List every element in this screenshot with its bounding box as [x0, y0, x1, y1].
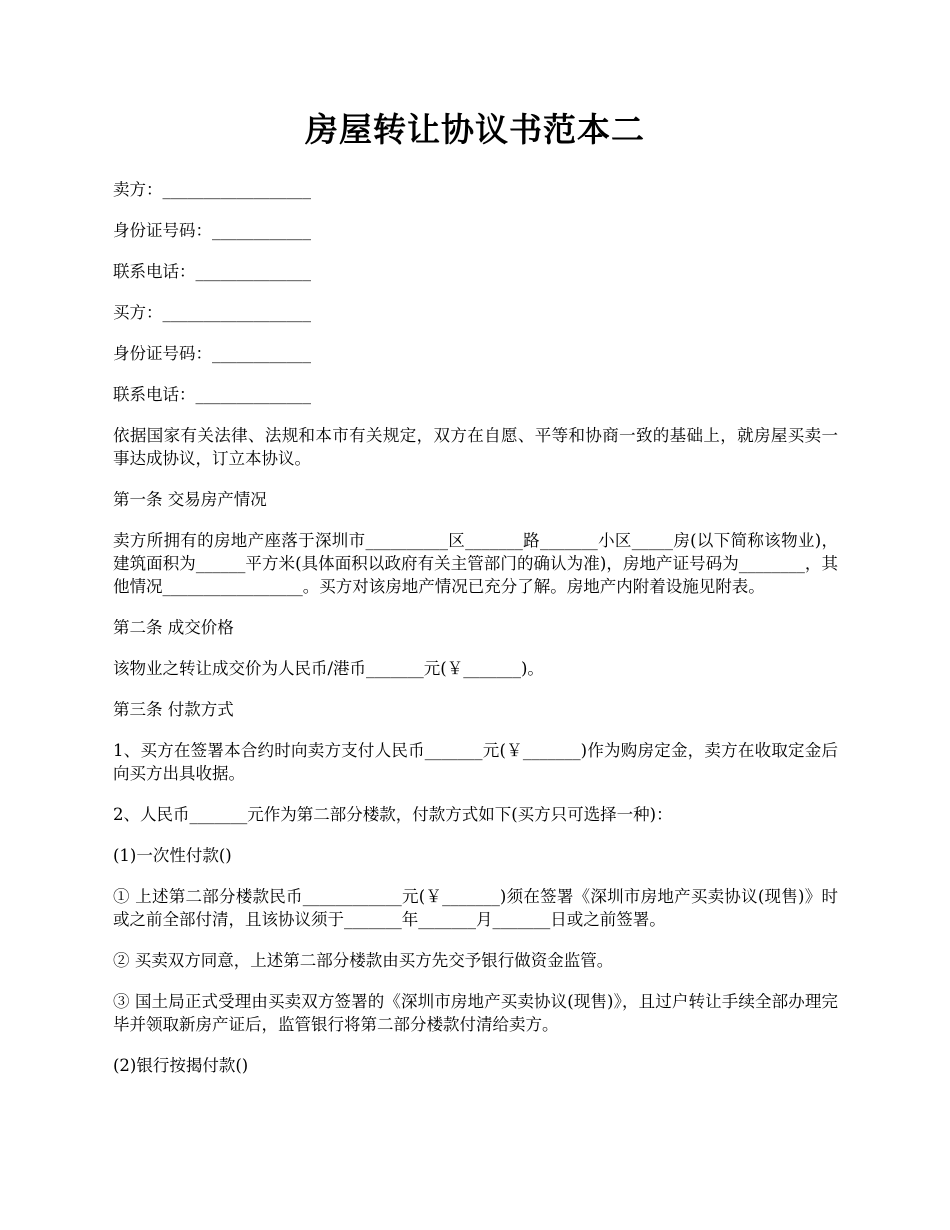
article-3-heading: 第三条 付款方式: [113, 700, 234, 719]
article-2-paragraph: 该物业之转让成交价为人民币/港币_______元(￥_______)。: [113, 659, 544, 678]
buyer-phone-field: 联系电话：______________: [113, 385, 311, 404]
payment-option-1-heading: (1)一次性付款(): [113, 846, 232, 865]
payment-option-1-item-2: ② 买卖双方同意，上述第二部分楼款由买方先交予银行做资金监管。: [113, 951, 614, 970]
payment-option-1-item-3: ③ 国土局正式受理由买卖双方签署的《深圳市房地产买卖协议(现售)》，且过户转让手续全部办理完毕并领取新房产证后，监管银行将第二部分楼款付清给卖方。: [113, 992, 838, 1034]
article-1-heading: 第一条 交易房产情况: [113, 490, 267, 509]
seller-name-field: 卖方：__________________: [113, 180, 311, 199]
payment-clause-1: 1、买方在签署本合约时向卖方支付人民币_______元(￥_______)作为购房定金，卖方在收取定金后向买方出具收据。: [113, 741, 838, 783]
buyer-name-field: 买方：__________________: [113, 303, 311, 322]
seller-id-field: 身份证号码：____________: [113, 221, 311, 240]
payment-option-1-item-1: ① 上述第二部分楼款民币____________元(￥_______)须在签署《深圳市房地产买卖协议(现售)》时或之前全部付清，且该协议须于_______年_______月_______日或之前签署。: [113, 887, 838, 929]
document-body: [113, 178, 838, 1095]
seller-phone-field: 联系电话：______________: [113, 262, 311, 281]
article-1-paragraph: 卖方所拥有的房地产座落于深圳市__________区_______路_______小区_____房(以下简称该物业)，建筑面积为______平方米(具体面积以政府有关主管部门的确认为准)，房地产证号码为________，其他情况_________________。买方对该房地产情况已充分了解。房地产内附着设施见附表。: [113, 531, 838, 596]
payment-clause-2: 2、人民币_______元作为第二部分楼款，付款方式如下(买方只可选择一种)：: [113, 805, 673, 824]
article-2-heading: 第二条 成交价格: [113, 618, 234, 637]
document-title: 房屋转让协议书范本二: [305, 110, 645, 149]
intro-paragraph: 依据国家有关法律、法规和本市有关规定，双方在自愿、平等和协商一致的基础上，就房屋买卖一事达成协议，订立本协议。: [113, 426, 838, 468]
payment-option-2-heading: (2)银行按揭付款(): [113, 1056, 249, 1075]
buyer-id-field: 身份证号码：____________: [113, 344, 311, 363]
